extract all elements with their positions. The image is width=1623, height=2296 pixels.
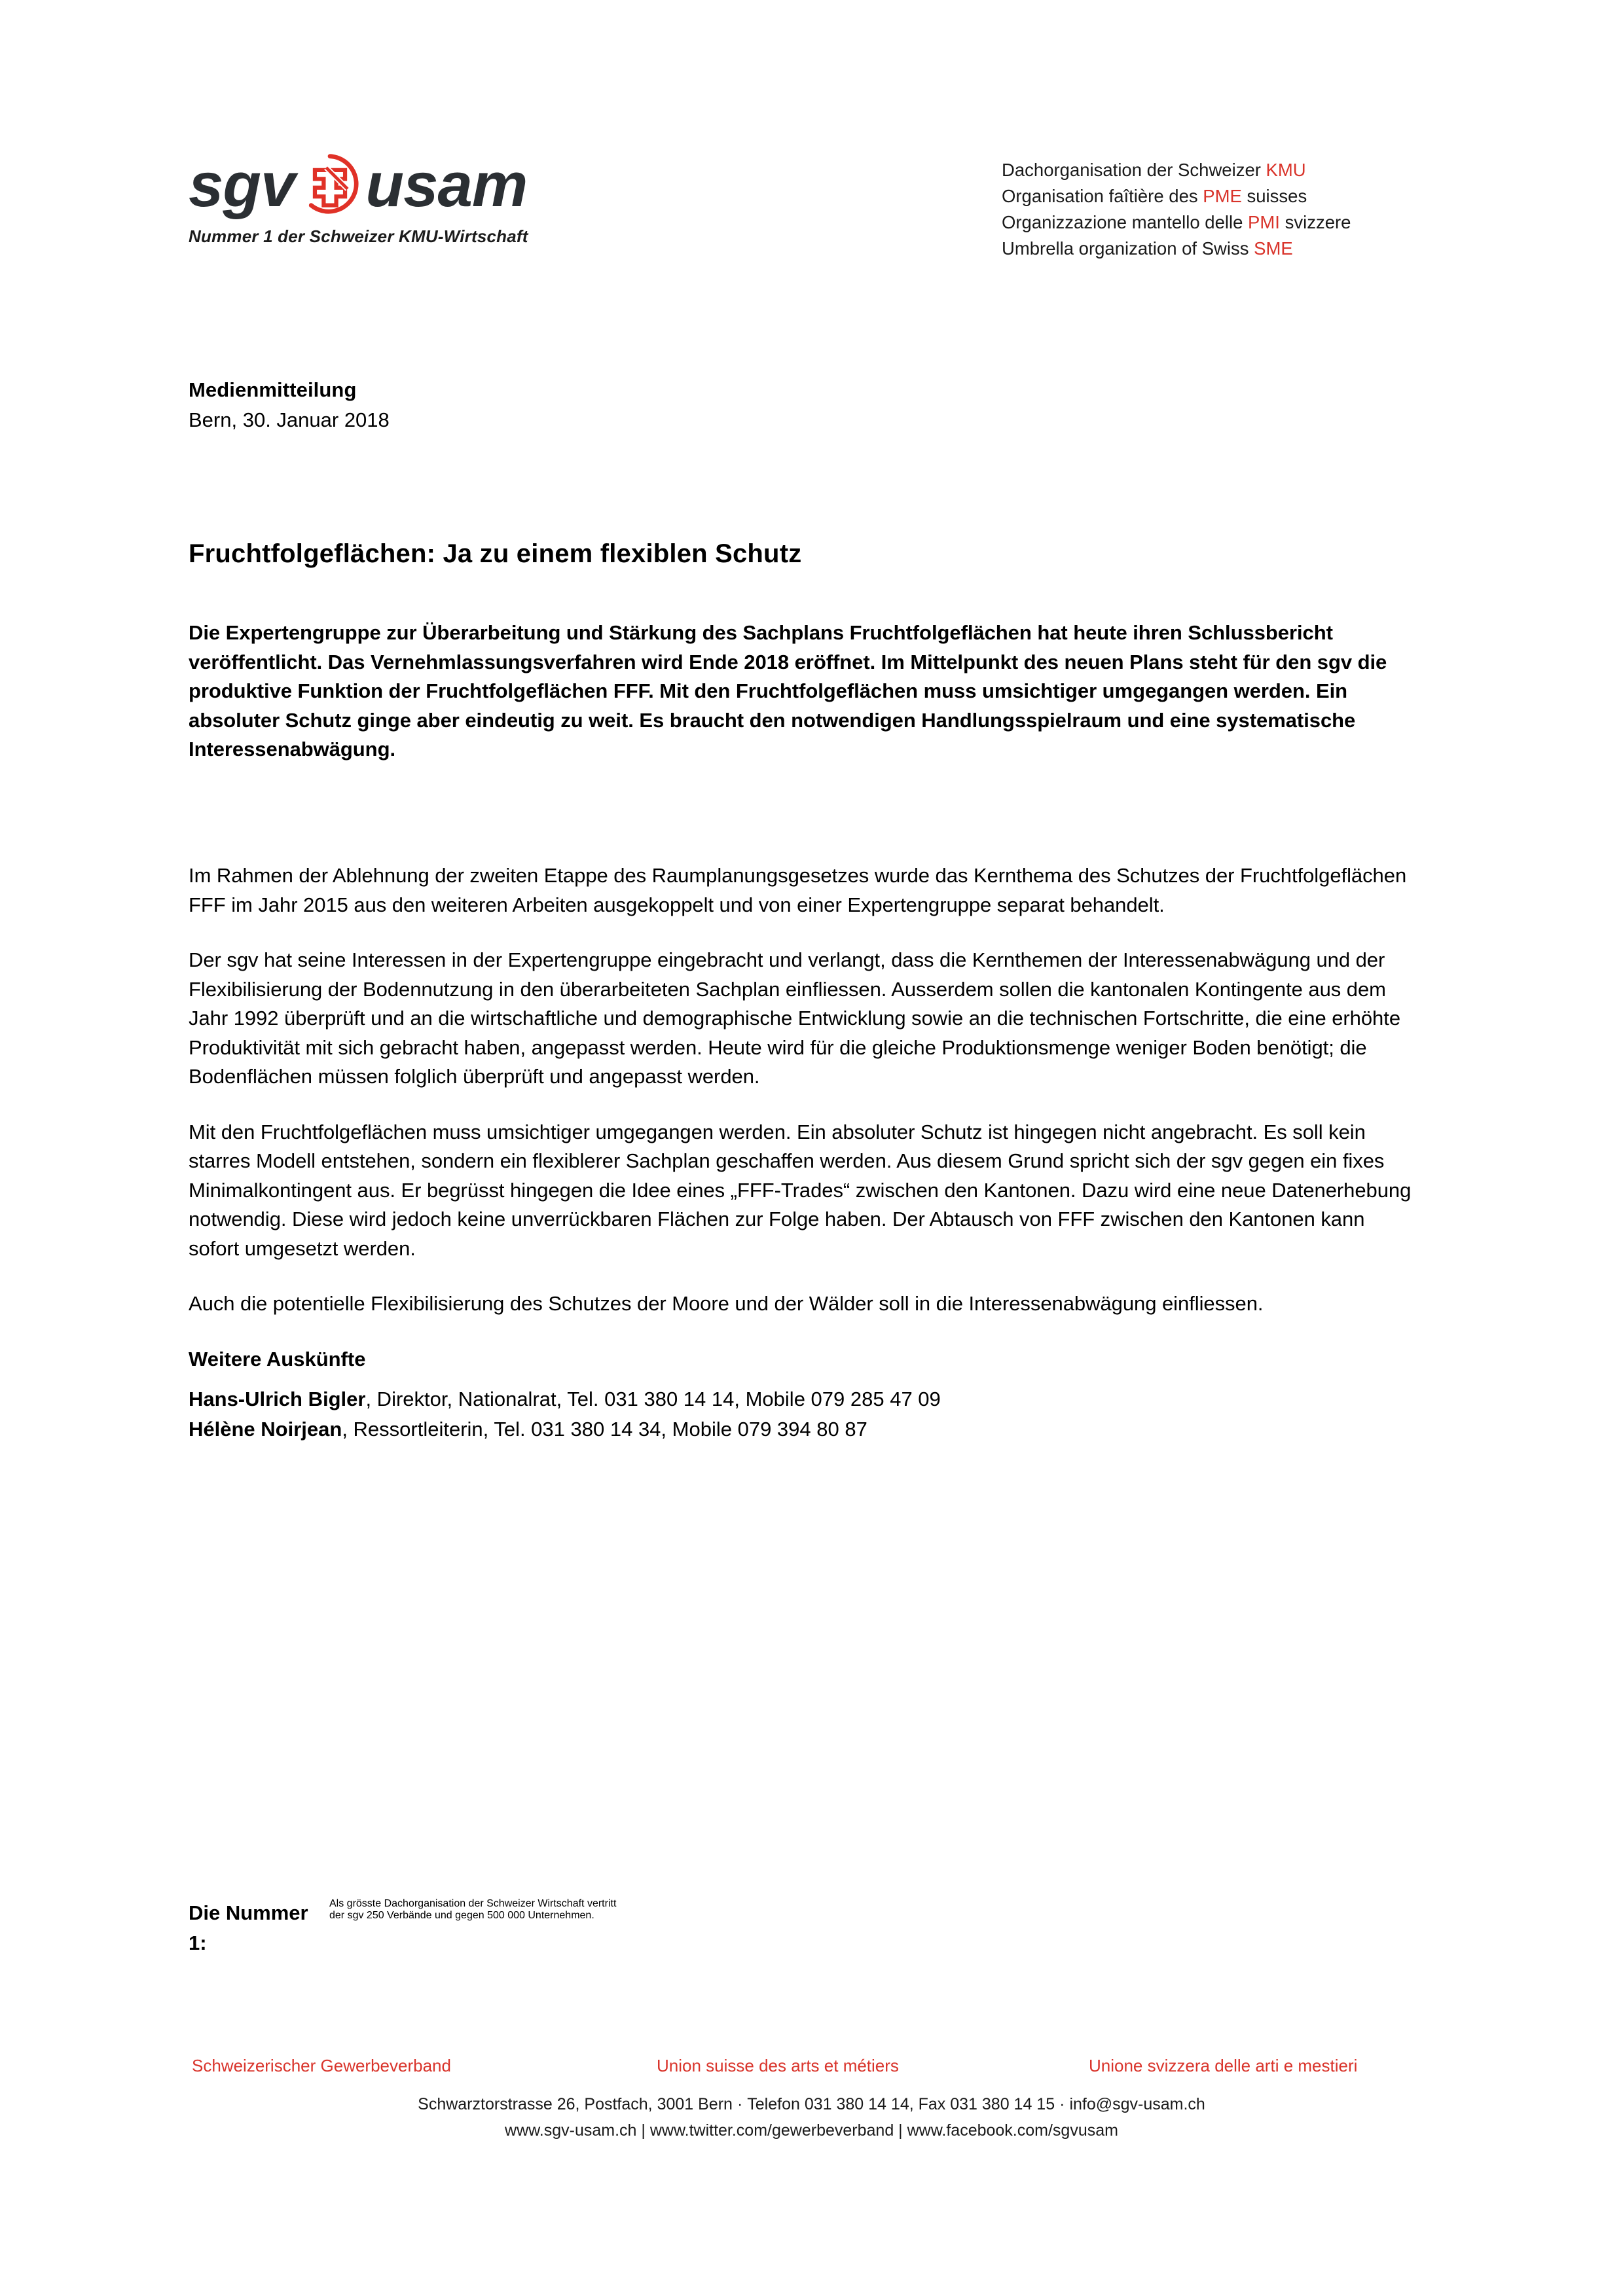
- footer-org-de: Schweizerischer Gewerbeverband: [192, 2056, 451, 2075]
- footer-org-fr: Union suisse des arts et métiers: [657, 2056, 899, 2075]
- header-language-fr-prefix: Organisation faîtière des: [1002, 186, 1203, 206]
- footer-separator-2: ·: [1059, 2095, 1065, 2113]
- header-language-it-highlight: PMI: [1248, 212, 1280, 232]
- footer-separator-1: ·: [737, 2095, 743, 2113]
- boilerplate-block: [189, 1898, 1406, 1958]
- boilerplate-label: Die Nummer 1:: [189, 1901, 308, 1954]
- document-header: [0, 0, 1623, 314]
- page-title: Fruchtfolgeflächen: Ja zu einem flexiblen Schutz: [189, 539, 802, 568]
- lead-paragraph: Die Expertengruppe zur Überarbeitung und Stärkung des Sachplans Fruchtfolgeflächen hat heute ihren Schlussbericht veröffentlicht. Das Vernehmlassungsverfahren wird Ende 2018 eröffnet. Im Mittelpunkt des neuen Plans steht für den sgv die produktive Funktion der Fruchtfolgeflächen FFF. Mit den Fruchtfolgeflächen muss umsichtiger umgegangen werden. Ein absoluter Schutz ginge aber eindeutig zu weit. Es braucht den notwendigen Handlungsspielraum und eine systematische Interessenabwägung.: [189, 621, 1387, 761]
- contact-person: [189, 1414, 1413, 1444]
- header-language-de-prefix: Dachorganisation der Schweizer: [1002, 160, 1266, 180]
- contact-person-details: , Direktor, Nationalrat, Tel. 031 380 14 14, Mobile 079 285 47 09: [365, 1388, 941, 1410]
- footer-phone-fax: Telefon 031 380 14 14, Fax 031 380 14 15: [747, 2095, 1055, 2113]
- sgv-usam-logo: [189, 149, 594, 247]
- contact-person-name: Hélène Noirjean: [189, 1418, 342, 1441]
- contact-person-details: , Ressortleiterin, Tel. 031 380 14 34, Mobile 079 394 80 87: [342, 1418, 867, 1441]
- body-paragraph: Im Rahmen der Ablehnung der zweiten Etappe des Raumplanungsgesetzes wurde das Kernthema des Schutzes der Fruchtfolgeflächen FFF im Jahr 2015 aus den weiteren Arbeiten ausgekoppelt und von einer Expertengruppe separat behandelt.: [189, 864, 1407, 916]
- contact-heading: Weitere Auskünfte: [189, 1347, 366, 1371]
- logo-word-usam: usam: [365, 150, 528, 220]
- logo-wordmark: [189, 149, 594, 221]
- footer-contact-info: [0, 2091, 1623, 2144]
- boilerplate-text: [329, 1898, 616, 1922]
- header-language-it-suffix: svizzere: [1279, 212, 1351, 232]
- header-language-de-highlight: KMU: [1266, 160, 1306, 180]
- contact-person-name: Hans-Ulrich Bigler: [189, 1388, 366, 1410]
- header-language-en-prefix: Umbrella organization of Swiss: [1002, 238, 1254, 259]
- header-language-fr: [1002, 183, 1351, 209]
- header-language-de: [1002, 157, 1351, 183]
- body-paragraph: Auch die potentielle Flexibilisierung des Schutzes der Moore und der Wälder soll in die Interessenabwägung einfliessen.: [189, 1292, 1264, 1315]
- document-footer: [0, 2052, 1623, 2144]
- footer-org-it: Unione svizzera delle arti e mestieri: [1089, 2056, 1358, 2075]
- swiss-cross-circle-icon: [299, 152, 361, 215]
- footer-organization-names: [0, 2052, 1623, 2082]
- logo-word-sgv: sgv: [189, 150, 295, 220]
- footer-links-line[interactable]: www.sgv-usam.ch | www.twitter.com/gewerbeverband | www.facebook.com/sgvusam: [505, 2121, 1118, 2140]
- boilerplate-line-2: der sgv 250 Verbände und gegen 500 000 Unternehmen.: [329, 1910, 594, 1921]
- footer-address-line: [0, 2091, 1623, 2117]
- document-meta: [189, 376, 1400, 434]
- body-paragraph: Der sgv hat seine Interessen in der Expertengruppe eingebracht und verlangt, dass die Kernthemen der Interessenabwägung und der Flexibilisierung der Bodennutzung in den überarbeiteten Sachplan einfliessen. Ausserdem sollen die kantonalen Kontingente aus dem Jahr 1992 überprüft und an die wirtschaftliche und demographische Entwicklung sowie an die technischen Fortschritte, die eine erhöhte Produktivität mit sich gebracht haben, angepasst werden. Heute wird für die gleiche Produktionsmenge weniger Boden benötigt; die Bodenflächen müssen folglich überprüft und angepasst werden.: [189, 948, 1401, 1088]
- header-language-en-highlight: SME: [1254, 238, 1293, 259]
- header-language-it: [1002, 209, 1351, 236]
- document-type-label: Medienmitteilung: [189, 378, 357, 401]
- place-date: Bern, 30. Januar 2018: [189, 408, 390, 431]
- logo-tagline: Nummer 1 der Schweizer KMU-Wirtschaft: [189, 226, 528, 246]
- header-language-it-prefix: Organizzazione mantello delle: [1002, 212, 1249, 232]
- footer-email[interactable]: info@sgv-usam.ch: [1069, 2095, 1205, 2113]
- header-language-en: [1002, 236, 1351, 262]
- contact-person: [189, 1384, 1413, 1414]
- header-language-fr-suffix: suisses: [1241, 186, 1307, 206]
- header-language-fr-highlight: PME: [1203, 186, 1242, 206]
- boilerplate-line-1: Als grösste Dachorganisation der Schweizer Wirtschaft vertritt: [329, 1898, 617, 1909]
- body-paragraph: Mit den Fruchtfolgeflächen muss umsichtiger umgegangen werden. Ein absoluter Schutz ist hingegen nicht angebracht. Es soll kein starres Modell entstehen, sondern ein flexiblerer Sachplan geschaffen werden. Aus diesem Grund spricht sich der sgv gegen ein fixes Minimalkontingent aus. Er begrüsst hingegen die Idee eines „FFF-Trades“ zwischen den Kantonen. Dazu wird eine neue Datenerhebung notwendig. Diese wird jedoch keine unverrückbaren Flächen zur Folge haben. Der Abtausch von FFF zwischen den Kantonen kann sofort umgesetzt werden.: [189, 1120, 1412, 1260]
- footer-address: Schwarztorstrasse 26, Postfach, 3001 Bern: [418, 2095, 733, 2113]
- body-content: [189, 841, 1413, 1444]
- header-language-list: [1002, 157, 1351, 262]
